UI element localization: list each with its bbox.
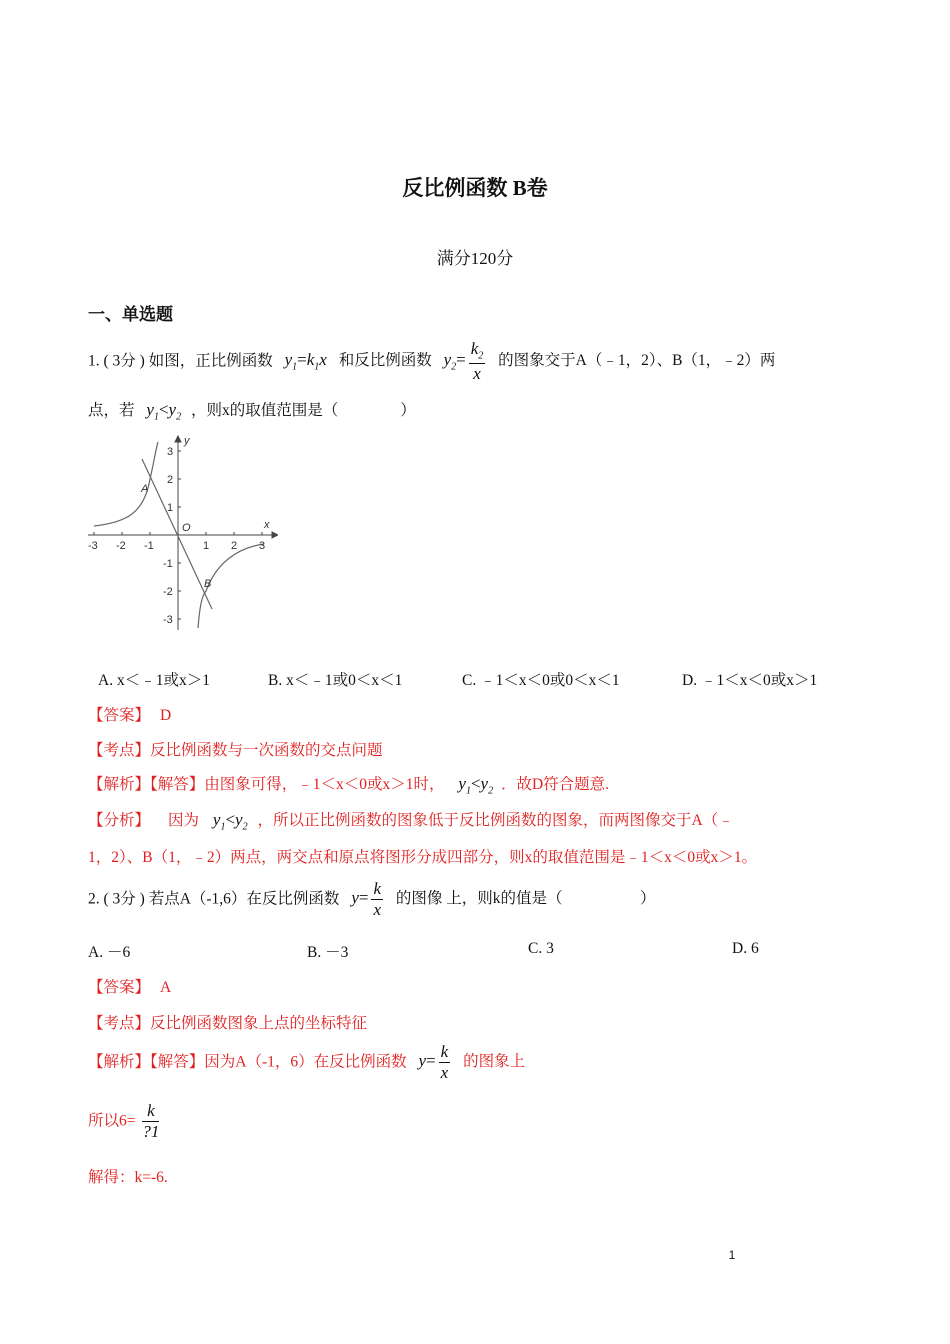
x-tick: -3 bbox=[88, 540, 98, 552]
q1-stem-line1: 1. ( 3分 ) 如图，正比例函数 $y_1=k_1x$ 和反比例函数 $y_2=$ $\frac{k_2}{x}$ 的图象交于A（﹣1，2）、B（1，﹣2）两 bbox=[88, 339, 776, 383]
y-tick: -3 bbox=[163, 614, 173, 626]
section-heading: 一、单选题 bbox=[88, 305, 173, 324]
q1-analysis-line2: 1，2）、B（1，﹣2）两点，两交点和原点将图形分成四部分，则x的取值范围是﹣1＜x＜0或x＞1。 bbox=[88, 849, 758, 866]
q2-option-d: D. 6 bbox=[732, 940, 759, 957]
proportional-line bbox=[142, 459, 212, 609]
y-tick: -2 bbox=[163, 586, 173, 598]
x-label: x bbox=[264, 519, 270, 531]
y-axis-arrow bbox=[175, 436, 181, 442]
q2-option-a: A. －6 bbox=[88, 944, 131, 961]
q2-knowledge-point: 【考点】反比例函数图象上点的坐标特征 bbox=[88, 1015, 368, 1032]
q2-option-b: B. －3 bbox=[307, 944, 349, 961]
hyperbola-branch-left bbox=[94, 442, 158, 526]
point-a-label: A bbox=[141, 483, 149, 495]
x-tick: -1 bbox=[144, 540, 154, 552]
q1-stem-line2: 点，若 $y_1<y_2$ ，则x的取值范围是（ ） bbox=[88, 400, 416, 423]
q2-substitution: 所以6= $\frac{k}{?1}$ bbox=[88, 1101, 160, 1141]
y-tick: 2 bbox=[167, 474, 174, 486]
q1-analysis: 【分析】 因为 $y_1<y_2$ ，所以正比例函数的图象低于反比例函数的图象，而两图像交于A（﹣ bbox=[88, 810, 734, 833]
q2-option-c: C. 3 bbox=[528, 940, 554, 957]
q2-stem: 2. ( 3分 ) 若点A（-1,6）在反比例函数 y= $\frac{k}{x}$ 的图像 上，则k的值是（ ） bbox=[88, 879, 656, 919]
y-tick: 3 bbox=[167, 446, 174, 458]
x-tick: 1 bbox=[203, 540, 210, 552]
y-tick: 1 bbox=[167, 502, 174, 514]
q1-knowledge-point: 【考点】反比例函数与一次函数的交点问题 bbox=[88, 742, 383, 759]
q1-option-a: A. x＜﹣1或x＞1 bbox=[98, 672, 210, 689]
x-tick: 3 bbox=[259, 540, 266, 552]
function-graph bbox=[86, 434, 278, 632]
origin-label: O bbox=[182, 522, 191, 534]
q1-option-d: D. ﹣1＜x＜0或x＞1 bbox=[682, 672, 818, 689]
page-title: 反比例函数 B卷 bbox=[402, 176, 548, 200]
q1-answer: 【答案】 D bbox=[88, 707, 172, 724]
q2-explanation: 【解析】【解答】因为A（-1，6）在反比例函数 y= $\frac{k}{x}$ 的图象上 bbox=[88, 1042, 526, 1082]
x-tick: 2 bbox=[231, 540, 238, 552]
y-tick: -1 bbox=[163, 558, 173, 570]
q1-option-b: B. x＜﹣1或0＜x＜1 bbox=[268, 672, 403, 689]
y-label: y bbox=[184, 435, 190, 447]
full-score: 满分120分 bbox=[436, 249, 514, 268]
x-axis-arrow bbox=[272, 532, 278, 538]
q1-option-c: C. ﹣1＜x＜0或0＜x＜1 bbox=[462, 672, 620, 689]
q2-answer: 【答案】 A bbox=[88, 979, 172, 996]
q2-solution: 解得：k=-6. bbox=[88, 1169, 168, 1186]
x-tick: -2 bbox=[116, 540, 126, 552]
point-b-label: B bbox=[204, 578, 212, 590]
q1-explanation: 【解析】【解答】由图象可得，﹣1＜x＜0或x＞1时， $y_1<y_2$ ．故D符合题意. bbox=[88, 774, 610, 797]
page-number: 1 bbox=[728, 1248, 736, 1262]
